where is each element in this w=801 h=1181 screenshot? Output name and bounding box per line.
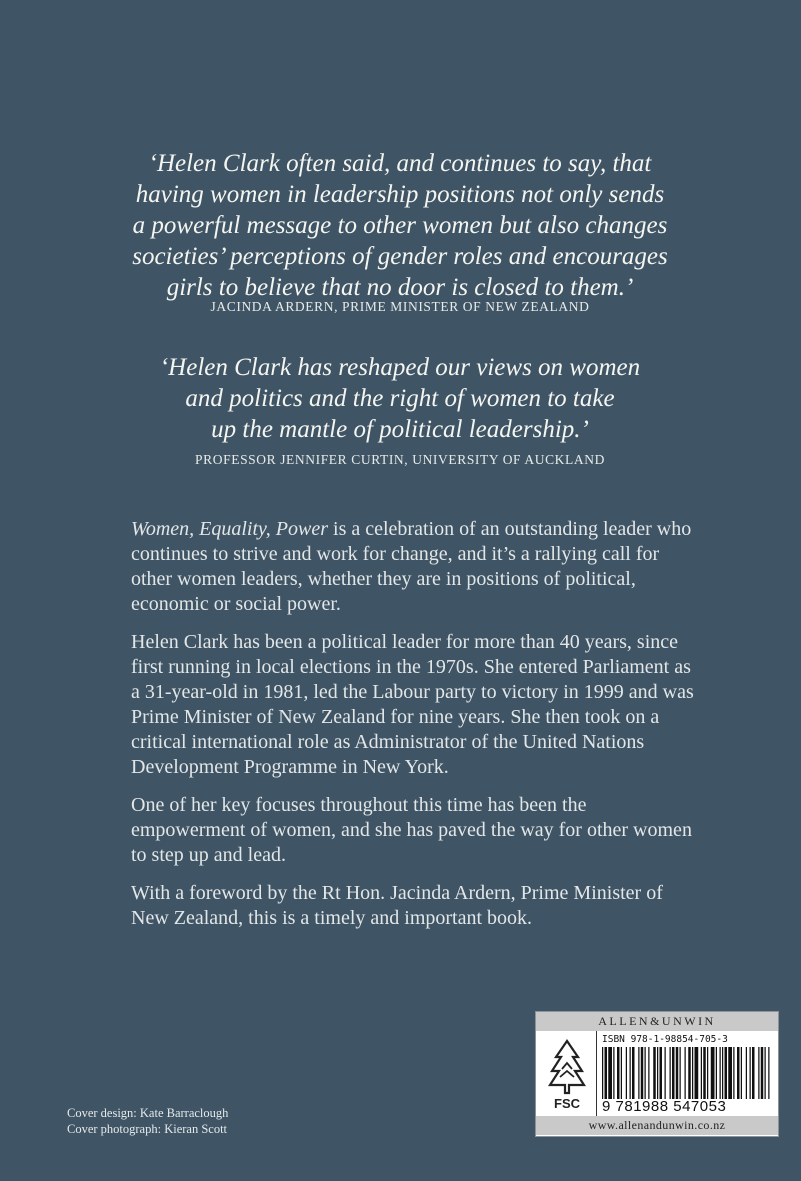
barcode-bar [701,1047,702,1099]
quote-line: ‘Helen Clark often said, and continues to say, that [148,150,652,177]
barcode-bar [638,1047,639,1099]
quote-line: societies’ perceptions of gender roles and encourages [132,243,668,270]
barcode-area [536,1031,778,1116]
barcode-bar [725,1047,728,1099]
barcode-bar [720,1047,721,1099]
barcode-bar [665,1047,666,1099]
blurb [131,517,701,944]
blurb-paragraph [131,517,701,617]
cover-photo-credit: Cover photograph: Kieran Scott [67,1122,228,1136]
barcode-bar [703,1047,706,1099]
quote-line: girls to believe that no door is closed to them.’ [166,274,634,301]
cover-credits [67,1105,228,1137]
quote-line: and politics and the right of women to take [185,385,615,412]
publisher-name: ALLEN&UNWIN [536,1012,778,1031]
barcode-bar [722,1047,723,1099]
barcode-bar [695,1047,699,1099]
barcode-bar [632,1047,635,1099]
barcode-divider [596,1031,597,1116]
quote-line: ‘Helen Clark has reshaped our views on women [159,354,641,381]
barcode-bar [626,1047,627,1099]
barcode-bar [733,1047,734,1099]
barcode-bar [685,1047,686,1099]
barcode-bar [641,1047,644,1099]
barcode-bar [737,1047,740,1099]
barcode-bar [657,1047,658,1099]
barcode-bar [758,1047,759,1099]
barcode-bar [653,1047,656,1099]
attribution-curtin: PROFESSOR JENNIFER CURTIN, UNIVERSITY OF AUCKLAND [195,452,605,467]
barcode-bar [680,1047,681,1099]
barcode-bar [672,1047,675,1099]
cover-design-credit: Cover design: Kate Barraclough [67,1106,229,1120]
barcode-bar [660,1047,663,1099]
fsc-logo-icon [542,1035,592,1113]
fsc-label: FSC [554,1096,580,1111]
barcode-bar [746,1047,747,1099]
barcode-bar [761,1047,764,1099]
barcode-panel [535,1011,779,1137]
quote-curtin [100,352,700,445]
quote-line: having women in leadership positions not only sends [135,181,665,208]
blurb-text: is a celebration of an outstanding leader who continues to strive and work for change, and it’s a rallying call for other women leaders, whether they are in positions of political, economic or social power. [131,518,692,615]
barcode-bar [630,1047,631,1099]
isbn-digits: 9 781988 547053 [602,1098,727,1115]
barcode-bar [750,1047,751,1099]
barcode-bar [608,1047,612,1099]
quote-ardern [100,148,700,303]
quote-line: a powerful message to other women but also changes [132,212,668,239]
isbn-text: ISBN 978-1-98854-705-3 [602,1034,728,1045]
barcode-bar [752,1047,755,1099]
barcode-bar [605,1047,608,1099]
blurb-paragraph: Helen Clark has been a political leader for more than 40 years, since first running in local elections in the 1970s. She entered Parliament as a 31-year-old in 1981, led the Labour party to victory in 1999 and was Prime Minister of New Zealand for nine years. She then took on a critical international role as Administrator of the United Nations Development Programme in New York. [131,631,694,778]
barcode-bar [768,1047,769,1099]
barcode-bar [728,1047,732,1099]
barcode-bar [670,1047,671,1099]
barcode-bar [617,1047,620,1099]
book-title: Women, Equality, Power [131,518,329,540]
barcode-bar [707,1047,708,1099]
publisher-url: www.allenandunwin.co.nz [536,1116,778,1135]
barcode-bar [621,1047,622,1099]
barcode-bars [602,1047,772,1099]
barcode-bar [741,1047,742,1099]
barcode-bar [602,1047,603,1099]
barcode-bar [613,1047,614,1099]
barcode-bar [676,1047,679,1099]
quote-line: up the mantle of political leadership.’ [211,416,589,443]
barcode-bar [765,1047,766,1099]
barcode-bar [711,1047,715,1099]
barcode-bar [645,1047,646,1099]
blurb-paragraph: With a foreword by the Rt Hon. Jacinda Ardern, Prime Minister of New Zealand, this is a timely and important book. [131,882,663,929]
barcode-bar [648,1047,649,1099]
blurb-paragraph: One of her key focuses throughout this time has been the empowerment of women, and she has paved the way for other women to step up and lead. [131,794,692,866]
barcode-bar [716,1047,717,1099]
barcode-bar [692,1047,693,1099]
attribution-ardern: JACINDA ARDERN, PRIME MINISTER OF NEW ZEALAND [210,299,590,314]
barcode-bar [688,1047,691,1099]
